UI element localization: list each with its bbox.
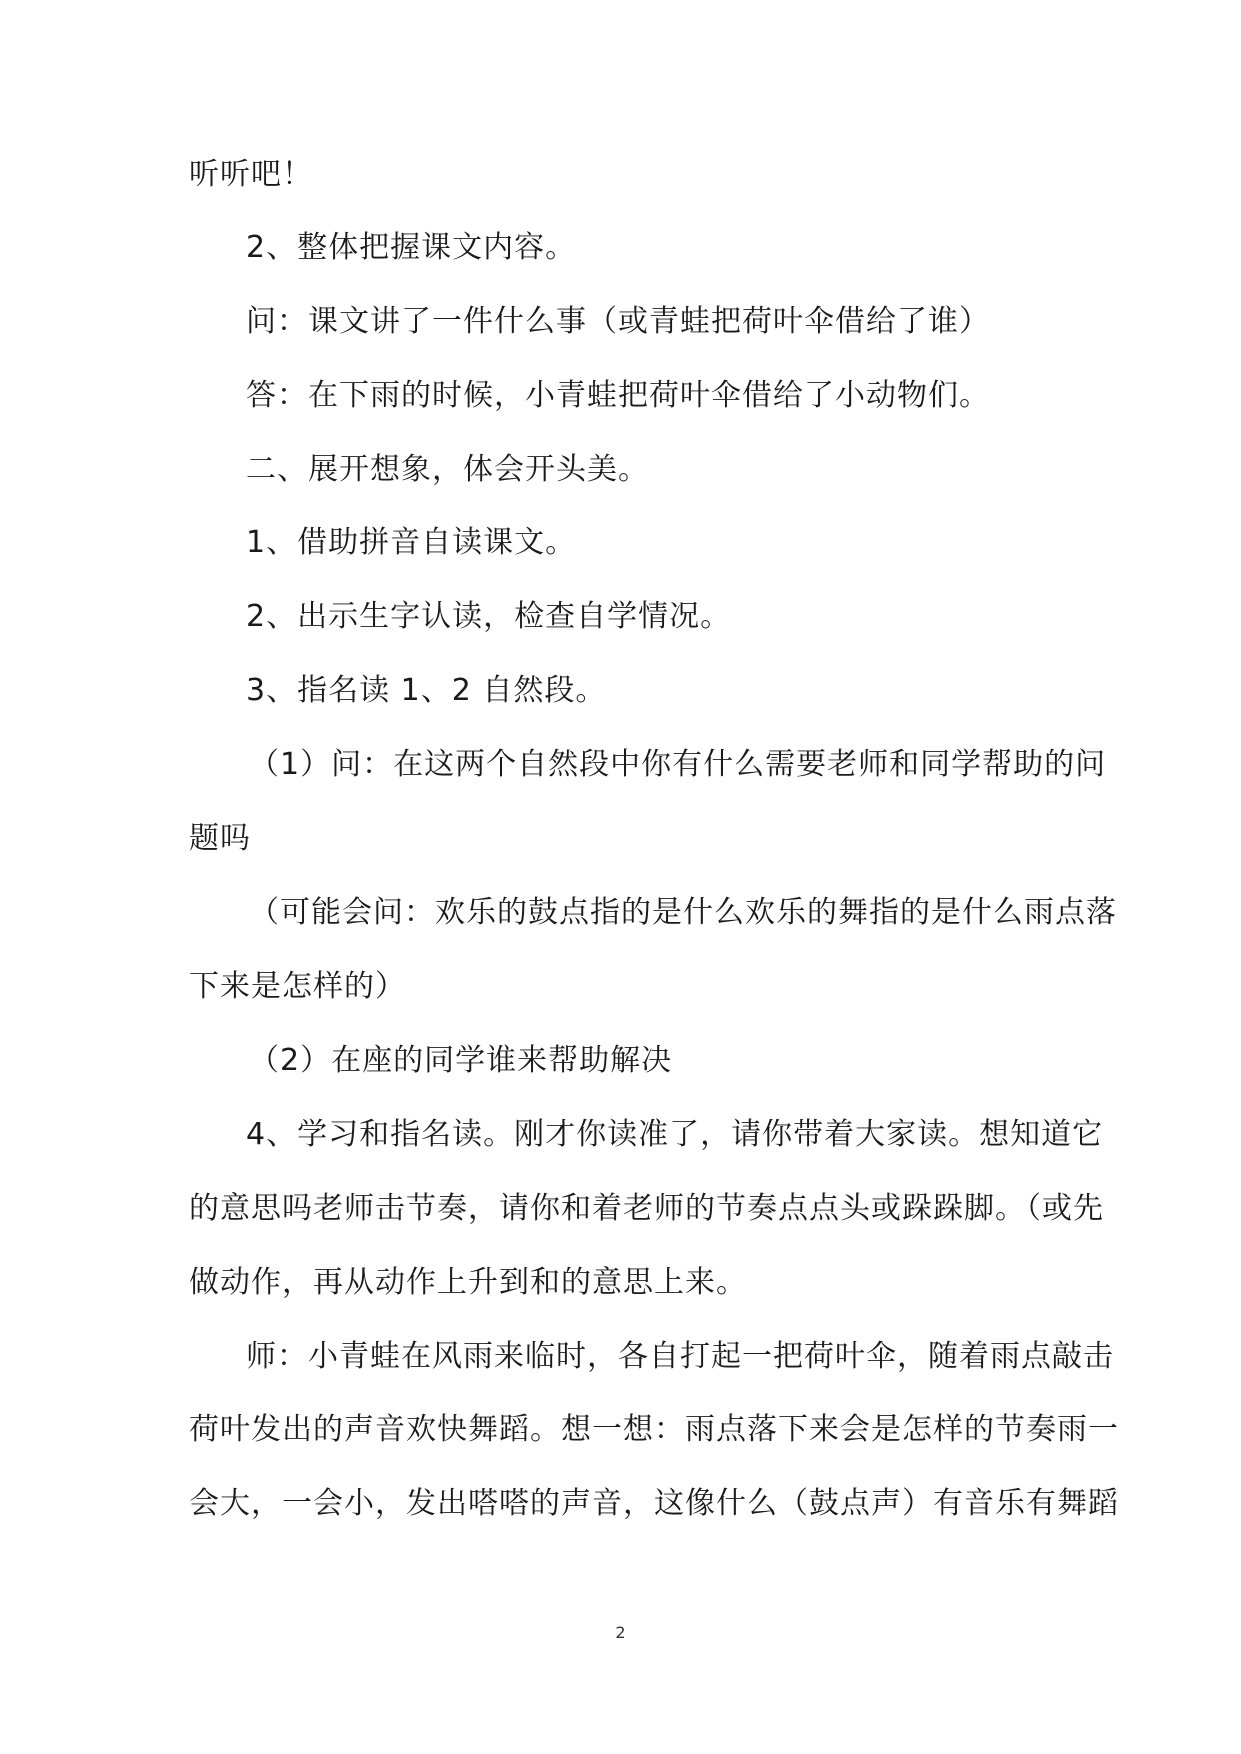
text-line: 题吗 [189, 821, 251, 856]
text-line: 2、整体把握课文内容。 [246, 230, 577, 265]
text-line: 听听吧！ [189, 157, 313, 192]
text-line: 2、出示生字认读，检查自学情况。 [246, 599, 732, 634]
page-number: 2 [615, 1623, 626, 1642]
text-line: 1、借助拼音自读课文。 [246, 525, 577, 560]
text-line: 荷叶发出的声音欢快舞蹈。想一想：雨点落下来会是怎样的节奏雨一 [189, 1412, 1119, 1447]
text-line: 3、指名读 1、2 自然段。 [246, 673, 607, 708]
text-line: 问：课文讲了一件什么事（或青蛙把荷叶伞借给了谁） [246, 304, 990, 339]
text-line: 做动作，再从动作上升到和的意思上来。 [189, 1265, 747, 1300]
text-line: （可能会问：欢乐的鼓点指的是什么欢乐的舞指的是什么雨点落 [249, 895, 1117, 930]
text-line: 的意思吗老师击节奏，请你和着老师的节奏点点头或跺跺脚。（或先 [189, 1191, 1104, 1226]
text-line: （1）问：在这两个自然段中你有什么需要老师和同学帮助的问 [249, 747, 1107, 782]
text-line: 会大，一会小，发出嗒嗒的声音，这像什么（鼓点声）有音乐有舞蹈 [189, 1486, 1119, 1521]
text-line: 下来是怎样的） [189, 969, 406, 1004]
text-line: 答：在下雨的时候，小青蛙把荷叶伞借给了小动物们。 [246, 378, 990, 413]
text-line: 二、展开想象，体会开头美。 [246, 452, 649, 487]
text-line: 师：小青蛙在风雨来临时，各自打起一把荷叶伞，随着雨点敲击 [246, 1339, 1114, 1374]
text-line: 4、学习和指名读。刚才你读准了，请你带着大家读。想知道它 [246, 1117, 1104, 1152]
text-line: （2）在座的同学谁来帮助解决 [249, 1043, 673, 1078]
